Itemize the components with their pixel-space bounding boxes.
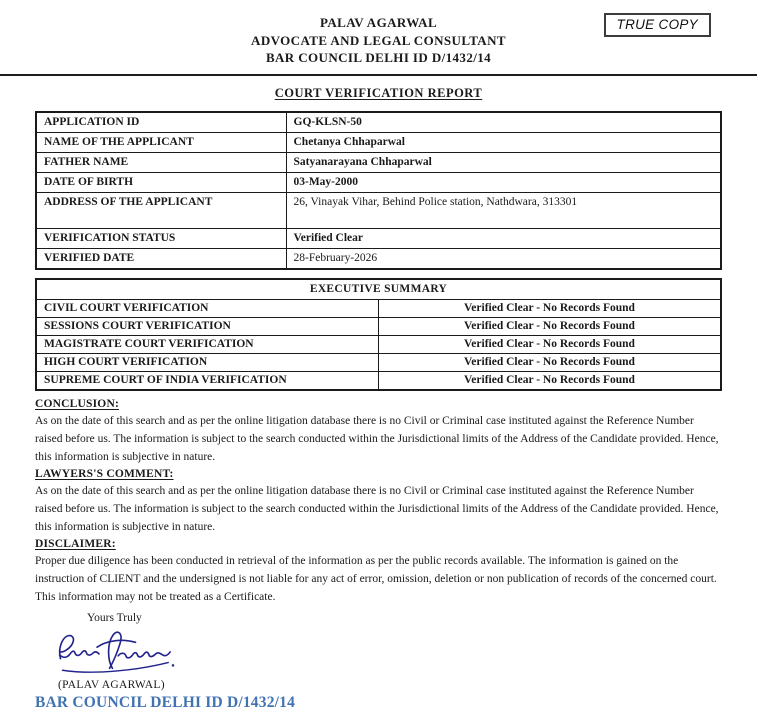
field-value: 26, Vinayak Vihar, Behind Police station, Nathdwara, 313301 [286, 192, 721, 228]
executive-summary-title: EXECUTIVE SUMMARY [36, 279, 721, 300]
applicant-table-row [36, 192, 721, 228]
court-verification-label: MAGISTRATE COURT VERIFICATION [36, 335, 379, 353]
applicant-table-row [36, 132, 721, 152]
field-label: DATE OF BIRTH [36, 172, 286, 192]
field-label: VERIFIED DATE [36, 248, 286, 269]
signatory-name: (PALAV AGARWAL) [58, 678, 165, 691]
court-verification-result: Verified Clear - No Records Found [379, 299, 722, 317]
advocate-name: PALAV AGARWAL [319, 15, 438, 30]
field-value: 28-February-2026 [286, 248, 721, 269]
applicant-table-row [36, 172, 721, 192]
report-title-row [0, 84, 757, 102]
court-verification-result: Verified Clear - No Records Found [379, 335, 722, 353]
court-verification-label: HIGH COURT VERIFICATION [36, 353, 379, 371]
applicant-table-row [36, 152, 721, 172]
court-verification-label: SESSIONS COURT VERIFICATION [36, 317, 379, 335]
true-copy-label: TRUE COPY [616, 17, 698, 32]
executive-summary-table [35, 278, 722, 391]
field-value: Chetanya Chhaparwal [286, 132, 721, 152]
section-heading: LAWYERS'S COMMENT: [35, 467, 174, 480]
field-value: Verified Clear [286, 228, 721, 248]
true-copy-stamp [604, 13, 711, 37]
field-value: 03-May-2000 [286, 172, 721, 192]
letterhead-divider [0, 74, 757, 76]
report-section [35, 538, 722, 606]
court-verification-label: CIVIL COURT VERIFICATION [36, 299, 379, 317]
applicant-details-table [35, 111, 722, 270]
report-section [35, 468, 722, 536]
advocate-bar-id: BAR COUNCIL DELHI ID D/1432/14 [265, 50, 492, 65]
field-label: FATHER NAME [36, 152, 286, 172]
field-value: Satyanarayana Chhaparwal [286, 152, 721, 172]
applicant-table-row [36, 228, 721, 248]
signatory-bar-id: BAR COUNCIL DELHI ID D/1432/14 [35, 693, 296, 711]
summary-table-row [36, 353, 721, 371]
summary-table-row [36, 317, 721, 335]
summary-table-row [36, 371, 721, 390]
report-title: COURT VERIFICATION REPORT [274, 85, 483, 100]
applicant-table-row [36, 248, 721, 269]
court-verification-result: Verified Clear - No Records Found [379, 371, 722, 390]
handwritten-signature-icon [48, 626, 198, 676]
advocate-title: ADVOCATE AND LEGAL CONSULTANT [251, 32, 506, 48]
report-section [35, 398, 722, 466]
section-body: Proper due diligence has been conducted in retrieval of the information as per the public records available. The information is gained on the instruction of CLIENT and the undersigned is not liable for any act of error, omission, deletion or non publication of records of the concerned court. This information may not be treated as a Certificate. [35, 554, 717, 603]
applicant-table-row [36, 112, 721, 133]
narrative-sections [35, 398, 722, 606]
closing-salutation: Yours Truly [87, 611, 142, 624]
section-body: As on the date of this search and as per the online litigation database there is no Civil or Criminal case instituted against the Reference Number raised before us. The information is subject to the search conducted within the Jurisdictional limits of the Address of the Candidate provided. Hence, this information is subjective in nature. [35, 484, 719, 533]
section-heading: DISCLAIMER: [35, 537, 116, 550]
field-label: APPLICATION ID [36, 112, 286, 133]
field-value: GQ-KLSN-50 [286, 112, 721, 133]
executive-summary-header-row [36, 279, 721, 300]
field-label: VERIFICATION STATUS [36, 228, 286, 248]
section-body: As on the date of this search and as per the online litigation database there is no Civil or Criminal case instituted against the Reference Number raised before us. The information is subject to the search conducted within the Jurisdictional limits of the Address of the Candidate provided. Hence, this information is subjective in nature. [35, 414, 719, 463]
court-verification-label: SUPREME COURT OF INDIA VERIFICATION [36, 371, 379, 390]
summary-table-row [36, 335, 721, 353]
court-verification-result: Verified Clear - No Records Found [379, 317, 722, 335]
summary-table-row [36, 299, 721, 317]
court-verification-result: Verified Clear - No Records Found [379, 353, 722, 371]
field-label: ADDRESS OF THE APPLICANT [36, 192, 286, 228]
field-label: NAME OF THE APPLICANT [36, 132, 286, 152]
section-heading: CONCLUSION: [35, 397, 119, 410]
